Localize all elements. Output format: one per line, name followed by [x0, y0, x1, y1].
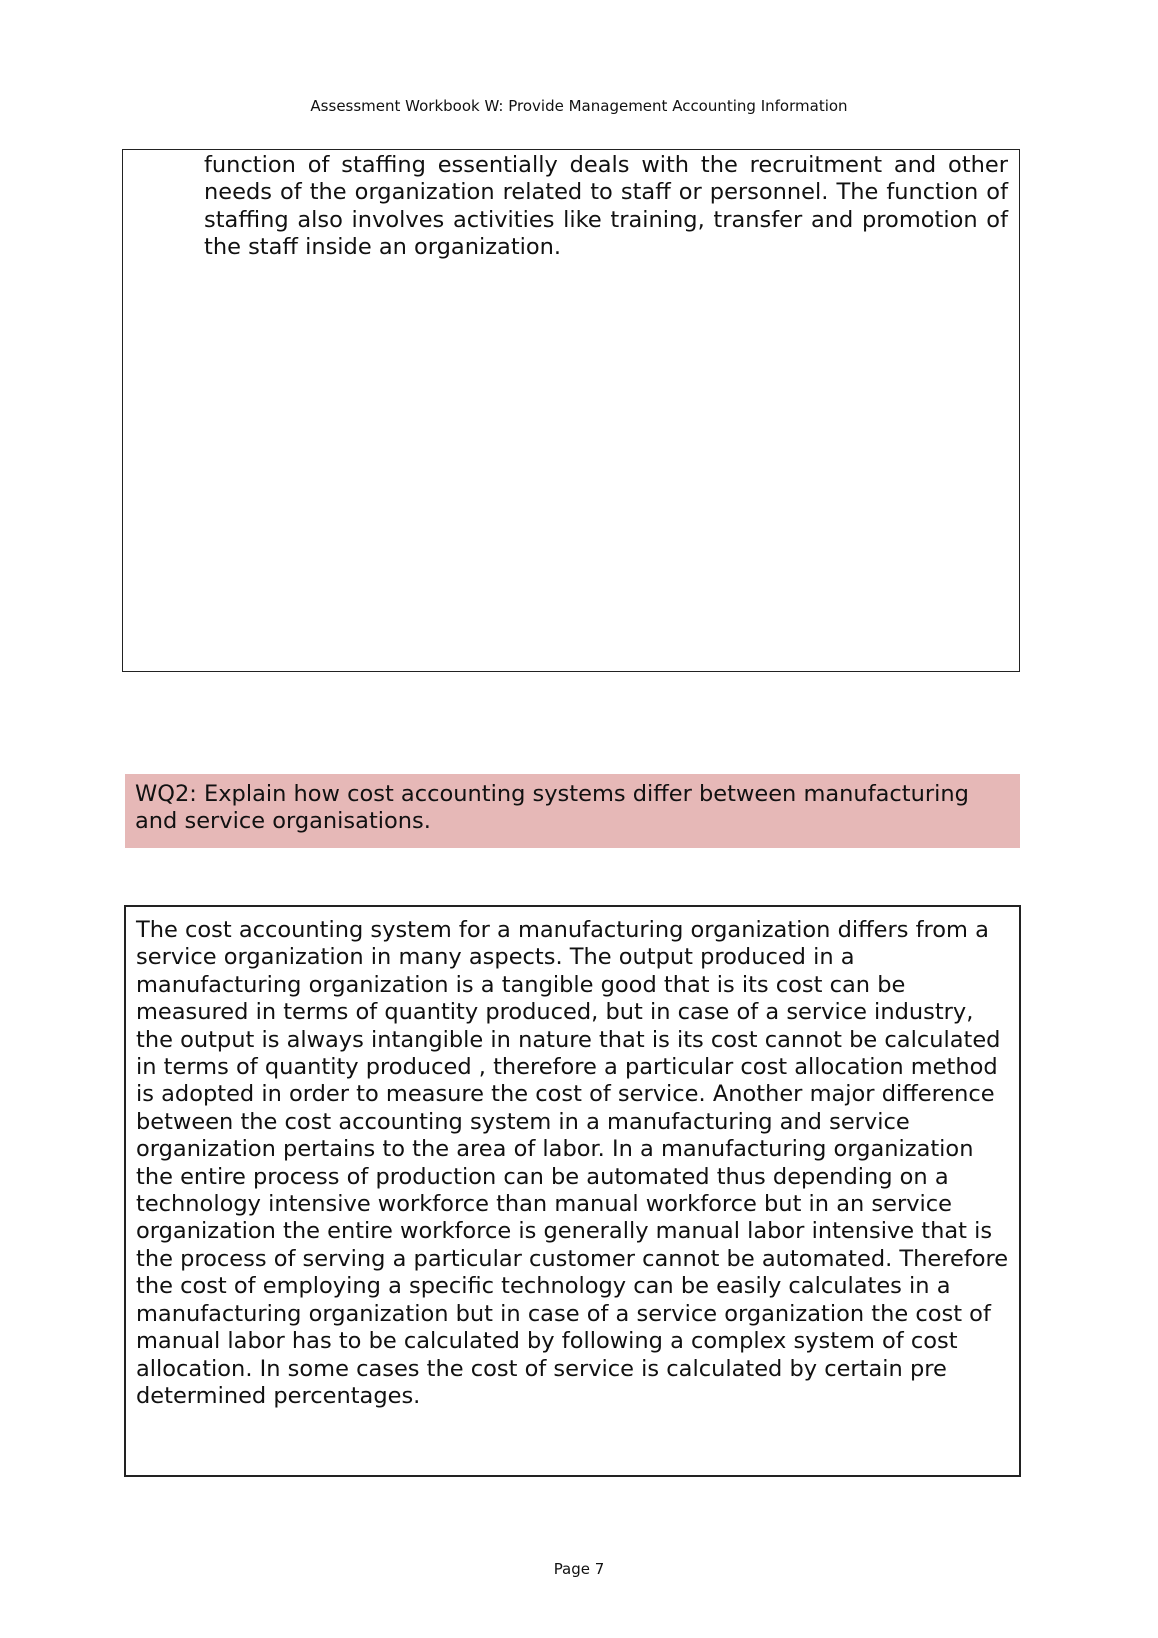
page-header: Assessment Workbook W: Provide Management Accounting Information	[310, 97, 848, 115]
answer-box-previous	[122, 149, 1020, 672]
answer-text-staffing: function of staffing essentially deals with the recruitment and other needs of the organization related to staff or personnel. The function of staffing also involves activities like training, transfer and promotion of the staff inside an organization.	[204, 152, 1008, 261]
question-wq2: WQ2: Explain how cost accounting systems differ between manufacturing and service organisations.	[125, 774, 1020, 848]
page-number: Page 7	[553, 1560, 605, 1578]
answer-box-wq2: The cost accounting system for a manufacturing organization differs from a service organization in many aspects. The output produced in a manufacturing organization is a tangible good that is its cost can be measured in terms of quantity produced, but in case of a service industry, the output is always intangible in nature that is its cost cannot be calculated in terms of quantity produced , therefore a particular cost allocation method is adopted in order to measure the cost of service. Another major difference between the cost accounting system in a manufacturing and service organization pertains to the area of labor. In a manufacturing organization the entire process of production can be automated thus depending on a technology intensive workforce than manual workforce but in an service organization the entire workforce is generally manual labor intensive that is the process of serving a particular customer cannot be automated. Therefore the cost of employing a specific technology can be easily calculates in a manufacturing organization but in case of a service organization the cost of manual labor has to be calculated by following a complex system of cost allocation. In some cases the cost of service is calculated by certain pre determined percentages.	[124, 905, 1021, 1477]
